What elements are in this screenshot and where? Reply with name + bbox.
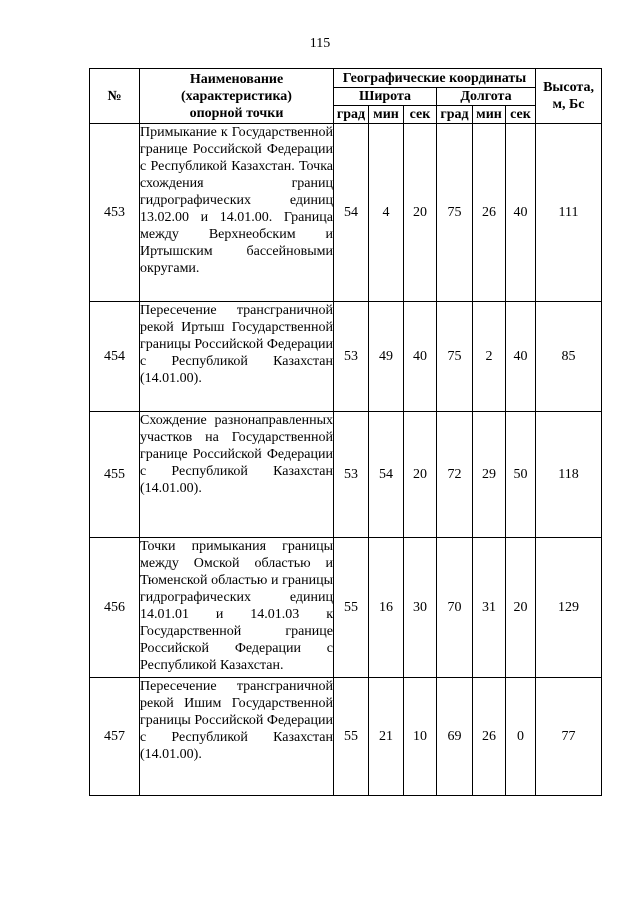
lon-sec: 40 <box>506 302 536 412</box>
lat-sec: 10 <box>404 678 437 796</box>
lon-min: 2 <box>473 302 506 412</box>
row-number: 457 <box>90 678 140 796</box>
row-description: Точки примыкания границы между Омской областью и Тюменской областью и границы гидрографических единиц 14.01.01 и 14.01.03 к Государственной границе Российской Федерации с Республикой Казахстан. <box>140 538 334 678</box>
table-row <box>90 538 602 678</box>
page-number: 115 <box>309 36 331 51</box>
header-geo-coordinates: Географические координаты <box>334 69 536 88</box>
lon-sec: 20 <box>506 538 536 678</box>
lat-min: 49 <box>369 302 404 412</box>
lat-deg: 54 <box>334 124 369 302</box>
header-lat-deg: град <box>334 106 369 124</box>
coordinates-table <box>89 68 602 796</box>
header-lat-min: мин <box>369 106 404 124</box>
lat-deg: 55 <box>334 678 369 796</box>
lon-min: 26 <box>473 124 506 302</box>
lon-min: 26 <box>473 678 506 796</box>
row-description: Примыкание к Государственной границе Российской Федерации с Республикой Казахстан. Точка схождения границ гидрографических единиц 13.02.00 и 14.01.00. Граница между Верхнеобским и Иртышским бассейновыми округами. <box>140 124 334 302</box>
header-name <box>140 69 334 124</box>
header-lon-sec: сек <box>506 106 536 124</box>
lat-min: 4 <box>369 124 404 302</box>
lat-min: 54 <box>369 412 404 538</box>
header-number: № <box>90 69 140 124</box>
lat-deg: 53 <box>334 412 369 538</box>
header-lat-sec: сек <box>404 106 437 124</box>
row-description: Пересечение трансграничной рекой Иртыш Государственной границы Российской Федерации с Республикой Казахстан (14.01.00). <box>140 302 334 412</box>
table-row <box>90 302 602 412</box>
height-value: 77 <box>536 678 602 796</box>
lat-deg: 55 <box>334 538 369 678</box>
lon-min: 29 <box>473 412 506 538</box>
header-name-line1: Наименование <box>189 71 284 87</box>
header-lon-min: мин <box>473 106 506 124</box>
header-name-line3: опорной точки <box>189 105 284 121</box>
row-number: 456 <box>90 538 140 678</box>
header-latitude: Широта <box>334 88 437 106</box>
row-description: Пересечение трансграничной рекой Ишим Государственной границы Российской Федерации с Республикой Казахстан (14.01.00). <box>140 678 334 796</box>
height-value: 118 <box>536 412 602 538</box>
lon-sec: 50 <box>506 412 536 538</box>
lat-sec: 30 <box>404 538 437 678</box>
height-value: 85 <box>536 302 602 412</box>
row-description: Схождение разнонаправленных участков на Государственной границе Российской Федерации с Республикой Казахстан (14.01.00). <box>140 412 334 538</box>
lat-sec: 20 <box>404 124 437 302</box>
lon-deg: 72 <box>437 412 473 538</box>
table-row <box>90 412 602 538</box>
lon-sec: 40 <box>506 124 536 302</box>
row-number: 455 <box>90 412 140 538</box>
lon-deg: 70 <box>437 538 473 678</box>
lon-deg: 69 <box>437 678 473 796</box>
lat-sec: 40 <box>404 302 437 412</box>
row-number: 453 <box>90 124 140 302</box>
row-number: 454 <box>90 302 140 412</box>
lat-min: 16 <box>369 538 404 678</box>
table-row <box>90 124 602 302</box>
lat-sec: 20 <box>404 412 437 538</box>
header-longitude: Долгота <box>437 88 536 106</box>
lon-sec: 0 <box>506 678 536 796</box>
lon-min: 31 <box>473 538 506 678</box>
table-row <box>90 678 602 796</box>
lon-deg: 75 <box>437 302 473 412</box>
header-height-line1: Высота, <box>543 80 594 95</box>
header-height <box>536 69 602 124</box>
header-lon-deg: град <box>437 106 473 124</box>
height-value: 129 <box>536 538 602 678</box>
lat-deg: 53 <box>334 302 369 412</box>
height-value: 111 <box>536 124 602 302</box>
lat-min: 21 <box>369 678 404 796</box>
lon-deg: 75 <box>437 124 473 302</box>
header-name-line2: (характеристика) <box>181 88 292 104</box>
header-height-line2: м, Бс <box>552 97 585 112</box>
